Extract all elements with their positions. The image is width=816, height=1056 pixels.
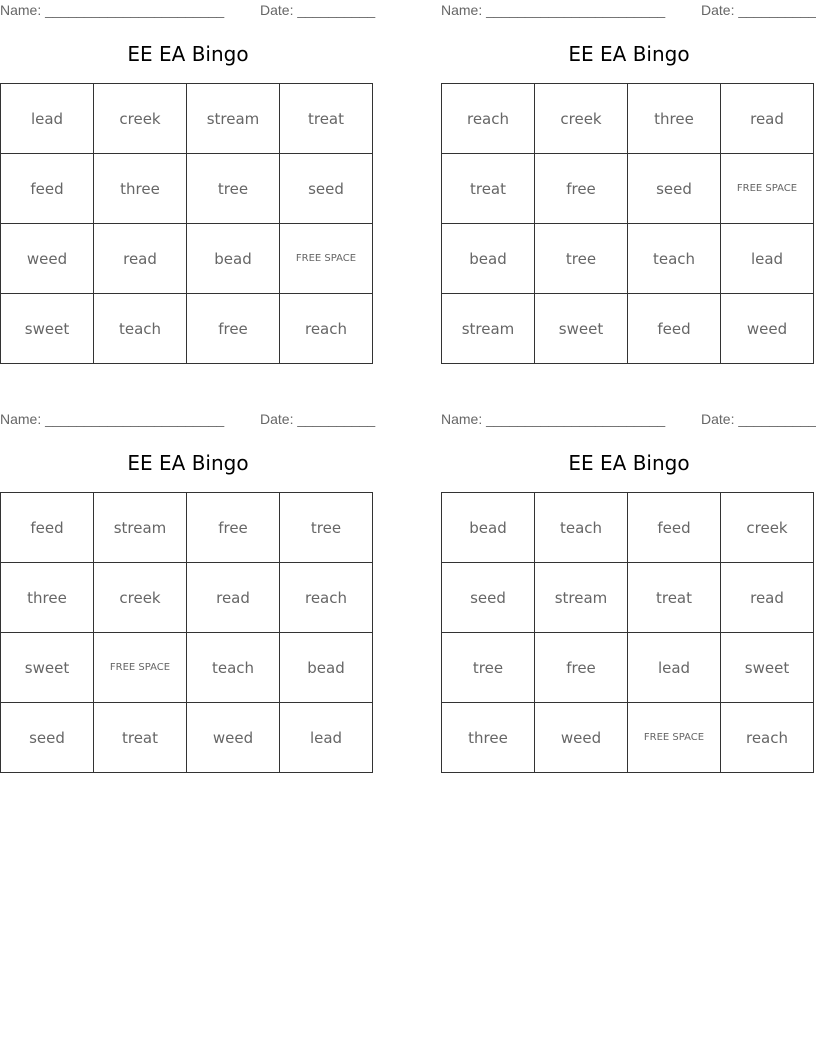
name-field: Name: _______________________ [0, 411, 225, 427]
bingo-cell: weed [721, 294, 814, 364]
bingo-cell: bead [280, 633, 373, 703]
bingo-cell: teach [535, 493, 628, 563]
bingo-cell: stream [535, 563, 628, 633]
bingo-cell: read [721, 563, 814, 633]
bingo-cell: tree [442, 633, 535, 703]
bingo-cell: treat [94, 703, 187, 773]
grid-row [1, 154, 373, 224]
free-space-cell: FREE SPACE [721, 154, 814, 224]
bingo-cell: creek [535, 84, 628, 154]
bingo-cell: reach [442, 84, 535, 154]
name-field: Name: _______________________ [441, 2, 666, 18]
grid-row [442, 633, 814, 703]
bingo-cell: weed [1, 224, 94, 294]
bingo-cell: stream [94, 493, 187, 563]
bingo-grid [0, 492, 373, 773]
card-header [0, 0, 376, 22]
bingo-grid [441, 492, 814, 773]
free-space-cell: FREE SPACE [628, 703, 721, 773]
bingo-cell: reach [280, 563, 373, 633]
bingo-cell: three [442, 703, 535, 773]
bingo-cell: creek [94, 84, 187, 154]
bingo-cell: teach [628, 224, 721, 294]
bingo-cell: bead [442, 493, 535, 563]
bingo-cell: free [535, 633, 628, 703]
grid-row [442, 154, 814, 224]
bingo-cell: feed [1, 493, 94, 563]
bingo-cell: stream [442, 294, 535, 364]
bingo-cell: free [187, 493, 280, 563]
bingo-cell: creek [721, 493, 814, 563]
bingo-cell: treat [280, 84, 373, 154]
name-field: Name: _______________________ [441, 411, 666, 427]
free-space-cell: FREE SPACE [94, 633, 187, 703]
grid-row [442, 493, 814, 563]
bingo-cell: seed [442, 563, 535, 633]
bingo-cell: creek [94, 563, 187, 633]
grid-row [442, 294, 814, 364]
date-field: Date: __________ [260, 2, 376, 18]
bingo-cell: teach [94, 294, 187, 364]
bingo-cell: lead [721, 224, 814, 294]
bingo-cell: lead [280, 703, 373, 773]
bingo-cell: treat [442, 154, 535, 224]
bingo-cell: three [628, 84, 721, 154]
bingo-cell: three [94, 154, 187, 224]
date-field: Date: __________ [701, 2, 816, 18]
bingo-cell: free [535, 154, 628, 224]
bingo-cell: teach [187, 633, 280, 703]
bingo-card [441, 409, 816, 747]
grid-row [1, 633, 373, 703]
bingo-cell: sweet [1, 633, 94, 703]
bingo-card [0, 0, 376, 338]
bingo-cell: tree [280, 493, 373, 563]
bingo-cell: seed [628, 154, 721, 224]
card-header [0, 409, 376, 431]
bingo-cell: reach [721, 703, 814, 773]
bingo-cell: free [187, 294, 280, 364]
card-title: EE EA Bingo [568, 42, 690, 66]
bingo-cell: tree [187, 154, 280, 224]
grid-row [442, 703, 814, 773]
grid-row [442, 563, 814, 633]
free-space-cell: FREE SPACE [280, 224, 373, 294]
bingo-cell: treat [628, 563, 721, 633]
name-field: Name: _______________________ [0, 2, 225, 18]
bingo-grid [0, 83, 373, 364]
grid-row [1, 493, 373, 563]
bingo-cell: feed [1, 154, 94, 224]
bingo-cell: tree [535, 224, 628, 294]
bingo-cell: feed [628, 493, 721, 563]
bingo-cell: weed [535, 703, 628, 773]
grid-row [1, 224, 373, 294]
bingo-cell: bead [187, 224, 280, 294]
date-field: Date: __________ [701, 411, 816, 427]
bingo-cell: feed [628, 294, 721, 364]
grid-row [442, 84, 814, 154]
bingo-cell: bead [442, 224, 535, 294]
bingo-cell: sweet [535, 294, 628, 364]
grid-row [1, 294, 373, 364]
card-header [441, 409, 816, 431]
bingo-cell: reach [280, 294, 373, 364]
bingo-cell: read [721, 84, 814, 154]
bingo-card [0, 409, 376, 747]
bingo-cell: seed [1, 703, 94, 773]
bingo-cell: sweet [721, 633, 814, 703]
bingo-cell: sweet [1, 294, 94, 364]
bingo-cell: stream [187, 84, 280, 154]
bingo-card [441, 0, 816, 338]
card-title: EE EA Bingo [127, 451, 249, 475]
bingo-cell: read [94, 224, 187, 294]
bingo-cell: read [187, 563, 280, 633]
bingo-cell: seed [280, 154, 373, 224]
card-title: EE EA Bingo [568, 451, 690, 475]
card-header [441, 0, 816, 22]
bingo-cell: three [1, 563, 94, 633]
date-field: Date: __________ [260, 411, 376, 427]
grid-row [442, 224, 814, 294]
bingo-cell: lead [628, 633, 721, 703]
bingo-cell: weed [187, 703, 280, 773]
grid-row [1, 563, 373, 633]
grid-row [1, 703, 373, 773]
grid-row [1, 84, 373, 154]
bingo-grid [441, 83, 814, 364]
bingo-cell: lead [1, 84, 94, 154]
card-title: EE EA Bingo [127, 42, 249, 66]
